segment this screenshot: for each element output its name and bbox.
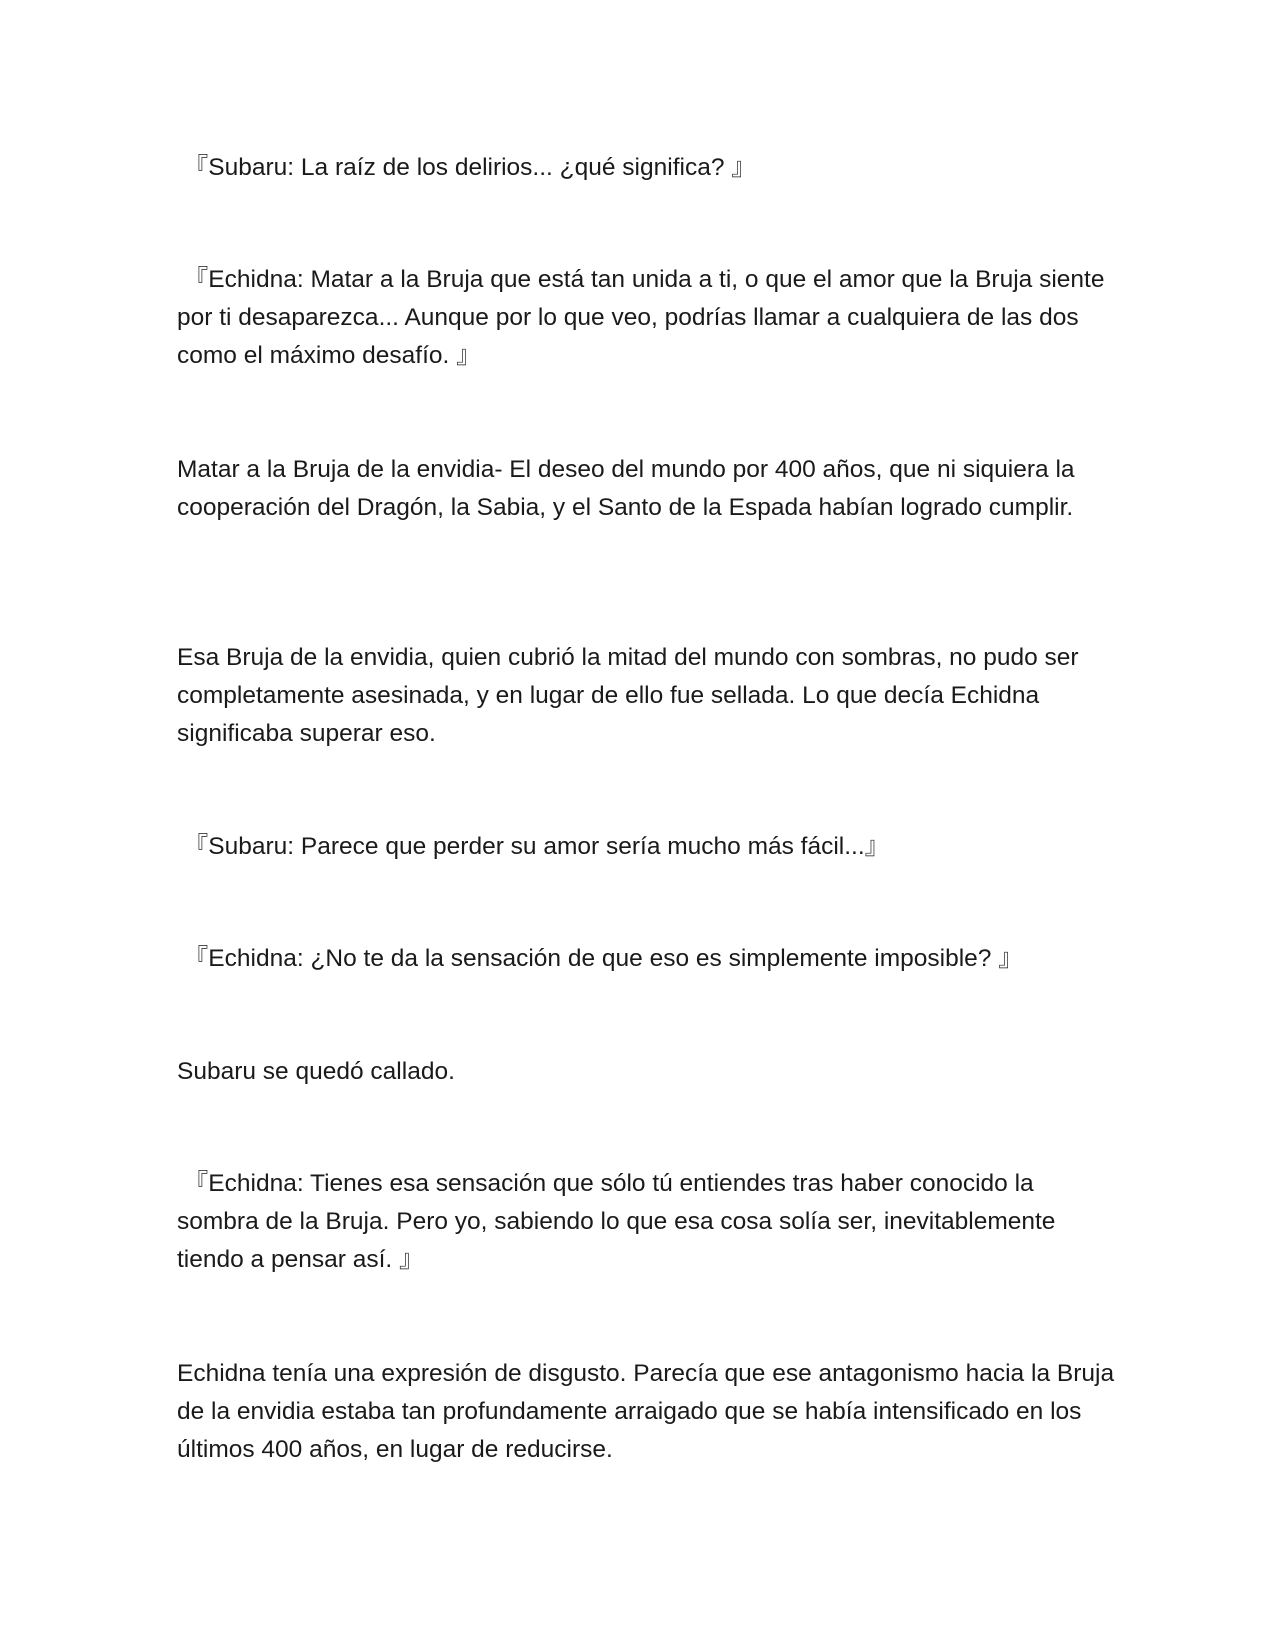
dialogue-paragraph: 『Echidna: ¿No te da la sensación de que eso es simplemente imposible? 』 [177, 945, 1023, 972]
narrative-paragraph: Esa Bruja de la envidia, quien cubrió la mitad del mundo con sombras, no pudo ser completamente asesinada, y en lugar de ello fue sellada. Lo que decía Echidna significaba superar eso. [177, 644, 1079, 747]
dialogue-paragraph: 『Subaru: Parece que perder su amor sería mucho más fácil...』 [177, 833, 890, 860]
dialogue-paragraph: 『Echidna: Tienes esa sensación que sólo tú entiendes tras haber conocido la sombra de la Bruja. Pero yo, sabiendo lo que esa cosa solía ser, inevitablemente tiendo a pensar así. 』 [177, 1170, 1056, 1273]
narrative-paragraph: Matar a la Bruja de la envidia- El deseo del mundo por 400 años, que ni siquiera la cooperación del Dragón, la Sabia, y el Santo de la Espada habían logrado cumplir. [177, 456, 1075, 521]
narrative-paragraph: Subaru se quedó callado. [177, 1058, 455, 1085]
narrative-paragraph: Echidna tenía una expresión de disgusto. Parecía que ese antagonismo hacia la Bruja de la envidia estaba tan profundamente arraigado que se había intensificado en los últimos 400 años, en lugar de reducirse. [177, 1360, 1115, 1463]
dialogue-paragraph: 『Subaru: La raíz de los delirios... ¿qué significa? 』 [177, 154, 756, 181]
dialogue-paragraph: 『Echidna: Matar a la Bruja que está tan unida a ti, o que el amor que la Bruja siente por ti desaparezca... Aunque por lo que veo, podrías llamar a cualquiera de las dos como el máximo desafío. 』 [177, 266, 1105, 369]
